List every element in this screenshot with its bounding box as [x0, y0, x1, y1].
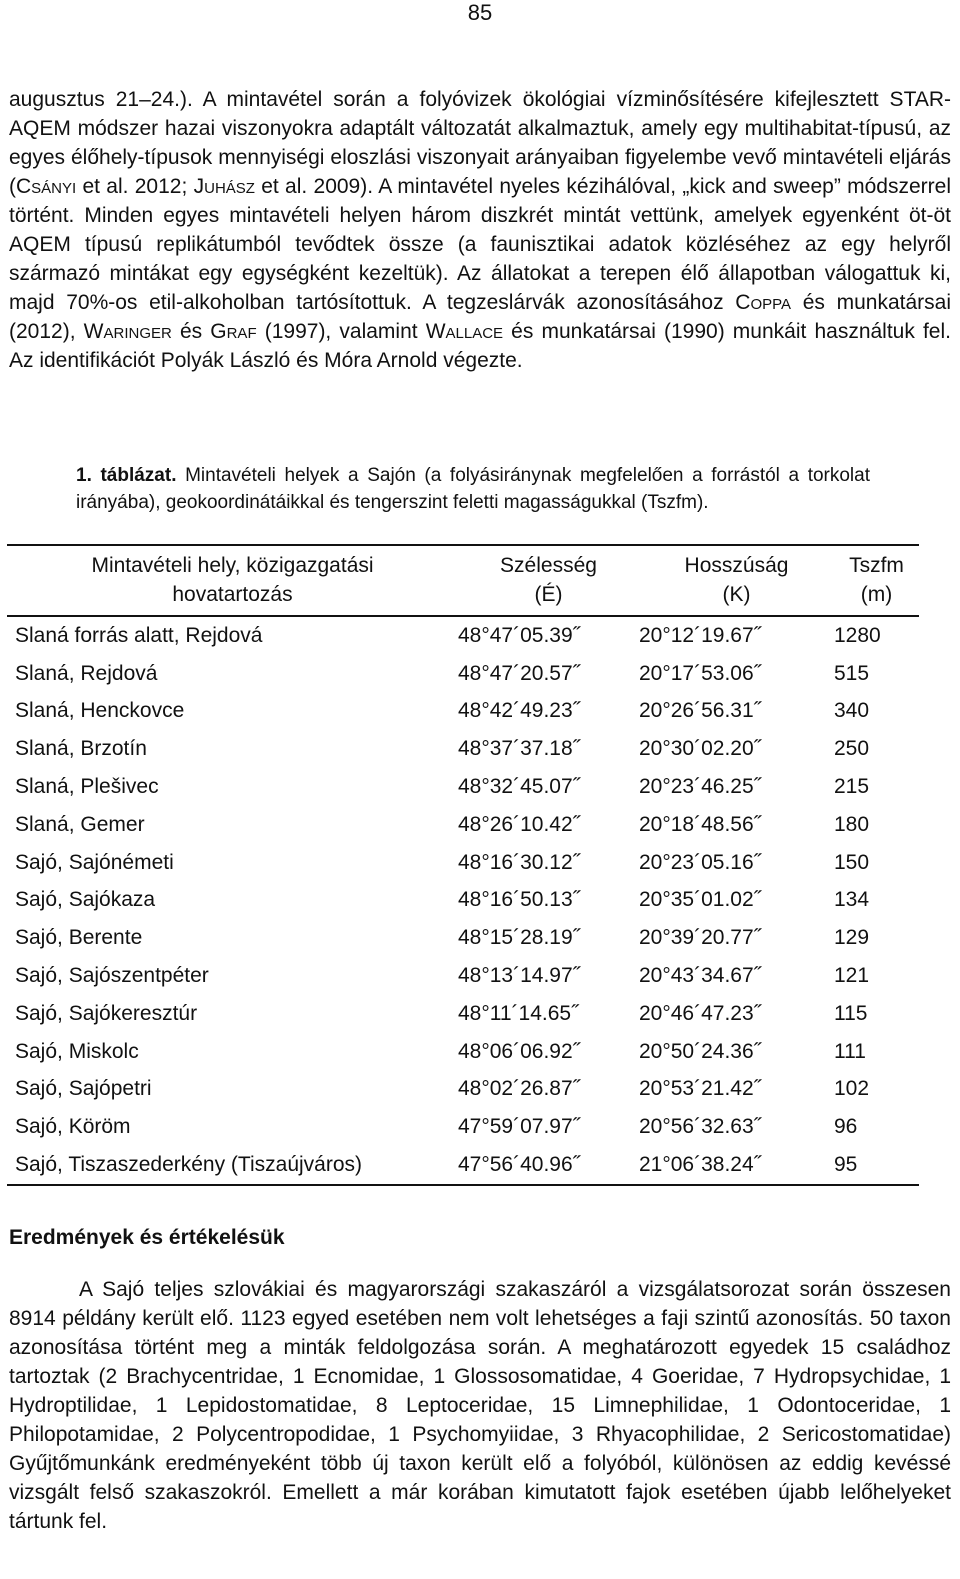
latitude-cell: 48°42´49.23˝ — [458, 699, 580, 723]
altitude-cell: 150 — [834, 850, 870, 874]
longitude-cell: 20°43´34.67˝ — [639, 964, 761, 988]
latitude-cell: 48°47´20.57˝ — [458, 661, 580, 685]
table-row — [7, 1146, 919, 1185]
altitude-cell: 96 — [834, 1115, 858, 1139]
site-name-cell: Slaná, Plešivec — [15, 775, 159, 799]
page-number: 85 — [467, 0, 493, 25]
site-name-cell: Sajó, Sajópetri — [15, 1077, 152, 1101]
table-row — [7, 1033, 919, 1071]
table-row — [7, 995, 919, 1033]
site-name-cell: Sajó, Sajókaza — [15, 888, 156, 912]
altitude-cell: 95 — [834, 1153, 858, 1177]
latitude-cell: 48°47´05.39˝ — [458, 623, 580, 647]
table-row — [7, 768, 919, 806]
altitude-cell: 129 — [834, 926, 870, 950]
altitude-cell: 180 — [834, 812, 870, 836]
header-site: Mintavételi hely, közigazgatási hovatartozás — [7, 545, 458, 616]
methods-paragraph — [9, 85, 951, 375]
altitude-cell: 515 — [834, 661, 870, 685]
citation-author-juhasz: Juhász — [193, 175, 255, 198]
table-body — [7, 616, 919, 1185]
table-row — [7, 1108, 919, 1146]
table-row — [7, 844, 919, 882]
methods-text-6: (1997), valamint — [256, 320, 426, 343]
altitude-cell: 115 — [834, 1001, 868, 1025]
longitude-cell: 20°35´01.02˝ — [639, 888, 761, 912]
latitude-cell: 48°32´45.07˝ — [458, 775, 580, 799]
altitude-cell: 215 — [834, 775, 870, 799]
section-heading: Eredmények és értékelésük — [9, 1226, 285, 1249]
longitude-cell: 20°46´47.23˝ — [639, 1001, 761, 1025]
longitude-cell: 20°39´20.77˝ — [639, 926, 761, 950]
site-name-cell: Sajó, Miskolc — [15, 1039, 139, 1063]
table-row — [7, 919, 919, 957]
latitude-cell: 48°16´30.12˝ — [458, 850, 580, 874]
sampling-sites-table — [7, 544, 919, 1186]
altitude-cell: 102 — [834, 1077, 870, 1101]
methods-text-2: et al. 2012; — [76, 175, 194, 198]
latitude-cell: 48°02´26.87˝ — [458, 1077, 580, 1101]
longitude-cell: 20°56´32.63˝ — [639, 1115, 761, 1139]
table-row — [7, 693, 919, 731]
altitude-cell: 1280 — [834, 623, 881, 647]
table-caption — [76, 462, 870, 516]
latitude-cell: 48°15´28.19˝ — [458, 926, 580, 950]
methods-text-3: et al. 2009). A mintavétel nyeles kézihálóval, „kick and sweep” módszerrel történt. Minden egyes mintavételi helyen három diszkrét mintát vettünk, amelyek egyenként öt-öt AQEM típusú replikátumból tevődtek össze (a faunisztikai adatok közléséhez az egy helyről származó mintákat egy egységként kezeltük). Az állatokat a terepen élő állapotban válogattuk ki, majd 70%-os etil-alkoholban tartósítottuk. A tegzeslárvák azonosításához — [9, 175, 951, 314]
longitude-cell: 20°12´19.67˝ — [639, 623, 761, 647]
site-name-cell: Slaná, Rejdová — [15, 661, 158, 685]
table-caption-text: Mintavételi helyek a Sajón (a folyásiránynak megfelelően a forrástól a torkolat irányába), geokoordinátáikkal és tengerszint feletti magasságukkal (Tszfm). — [76, 465, 870, 513]
methods-text-5: és — [171, 320, 211, 343]
longitude-cell: 20°23´46.25˝ — [639, 775, 761, 799]
longitude-cell: 20°18´48.56˝ — [639, 812, 761, 836]
longitude-cell: 21°06´38.24˝ — [639, 1153, 761, 1177]
methods-text-1: augusztus 21–24.). A mintavétel során a folyóvizek ökológiai vízminősítésére kifejlesztett STAR-AQEM módszer hazai viszonyokra adaptált változatát alkalmaztuk, amely egy multihabitat-típusú, az egyes élőhely-típusok mennyiségi eloszlási viszonyait arányaiban figyelembe vevő mintavételi eljárás ( — [9, 88, 951, 198]
latitude-cell: 47°59´07.97˝ — [458, 1115, 580, 1139]
latitude-cell: 48°16´50.13˝ — [458, 888, 580, 912]
citation-author-waringer: Waringer — [83, 320, 172, 343]
citation-author-graf: Graf — [210, 320, 257, 343]
latitude-cell: 48°06´06.92˝ — [458, 1039, 580, 1063]
table-caption-label: 1. táblázat. — [76, 465, 177, 486]
longitude-cell: 20°26´56.31˝ — [639, 699, 761, 723]
table-row — [7, 957, 919, 995]
table-row — [7, 882, 919, 920]
latitude-cell: 47°56´40.96˝ — [458, 1153, 580, 1177]
longitude-cell: 20°17´53.06˝ — [639, 661, 761, 685]
table-row — [7, 655, 919, 693]
table-header-row — [7, 545, 919, 616]
site-name-cell: Slaná, Brzotín — [15, 737, 147, 761]
site-name-cell: Sajó, Sajónémeti — [15, 850, 174, 874]
site-name-cell: Sajó, Sajókeresztúr — [15, 1001, 198, 1025]
longitude-cell: 20°53´21.42˝ — [639, 1077, 761, 1101]
altitude-cell: 111 — [834, 1039, 866, 1063]
altitude-cell: 134 — [834, 888, 870, 912]
site-name-cell: Slaná, Gemer — [15, 812, 145, 836]
header-longitude: Hosszúság (K) — [639, 545, 834, 616]
site-name-cell: Slaná, Henckovce — [15, 699, 185, 723]
site-name-cell: Sajó, Tiszaszederkény (Tiszaújváros) — [15, 1153, 363, 1177]
altitude-cell: 340 — [834, 699, 870, 723]
site-name-cell: Sajó, Sajószentpéter — [15, 964, 209, 988]
latitude-cell: 48°11´14.65˝ — [458, 1001, 579, 1025]
citation-author-csanyi: Csányi — [16, 175, 77, 198]
header-altitude: Tszfm (m) — [834, 545, 919, 616]
table-row — [7, 806, 919, 844]
site-name-cell: Slaná forrás alatt, Rejdová — [15, 623, 263, 647]
header-latitude: Szélesség (É) — [458, 545, 639, 616]
longitude-cell: 20°23´05.16˝ — [639, 850, 761, 874]
table-row — [7, 1071, 919, 1109]
methods-text-4: és munkatársai (2012), — [9, 291, 951, 343]
methods-text-7: és munkatársai (1990) munkáit használtuk fel. Az identifikációt Polyák László és Móra Arnold végezte. — [9, 320, 951, 372]
results-paragraph: A Sajó teljes szlovákiai és magyarországi szakaszáról a vizsgálatsorozat során összesen 8914 példány került elő. 1123 egyed esetében nem volt lehetséges a faji szintű azonosítás. 50 taxon azonosítása történt meg a minták feldolgozása során. A meghatározott egyedek 15 családhoz tartoztak (2 Brachycentridae, 1 Ecnomidae, 1 Glossosomatidae, 4 Goeridae, 7 Hydropsychidae, 1 Hydroptilidae, 1 Lepidostomatidae, 8 Leptoceridae, 15 Limnephilidae, 1 Odontoceridae, 1 Philopotamidae, 2 Polycentropodidae, 1 Psychomyiidae, 3 Rhyacophilidae, 2 Sericostomatidae) Gyűjtőmunkánk eredményeként több új taxon került elő a folyóból, különösen az eddig kevéssé vizsgált felső szakaszokról. Emellett a már korában kimutatott fajok esetében újabb lelőhelyeket tártunk fel. — [9, 1278, 951, 1533]
citation-author-coppa: Coppa — [735, 291, 792, 314]
altitude-cell: 121 — [834, 964, 870, 988]
altitude-cell: 250 — [834, 737, 870, 761]
latitude-cell: 48°13´14.97˝ — [458, 964, 580, 988]
citation-author-wallace: Wallace — [425, 320, 504, 343]
table-row — [7, 730, 919, 768]
longitude-cell: 20°50´24.36˝ — [639, 1039, 761, 1063]
table-row — [7, 616, 919, 655]
latitude-cell: 48°26´10.42˝ — [458, 812, 580, 836]
site-name-cell: Sajó, Köröm — [15, 1115, 131, 1139]
latitude-cell: 48°37´37.18˝ — [458, 737, 580, 761]
longitude-cell: 20°30´02.20˝ — [639, 737, 761, 761]
site-name-cell: Sajó, Berente — [15, 926, 143, 950]
